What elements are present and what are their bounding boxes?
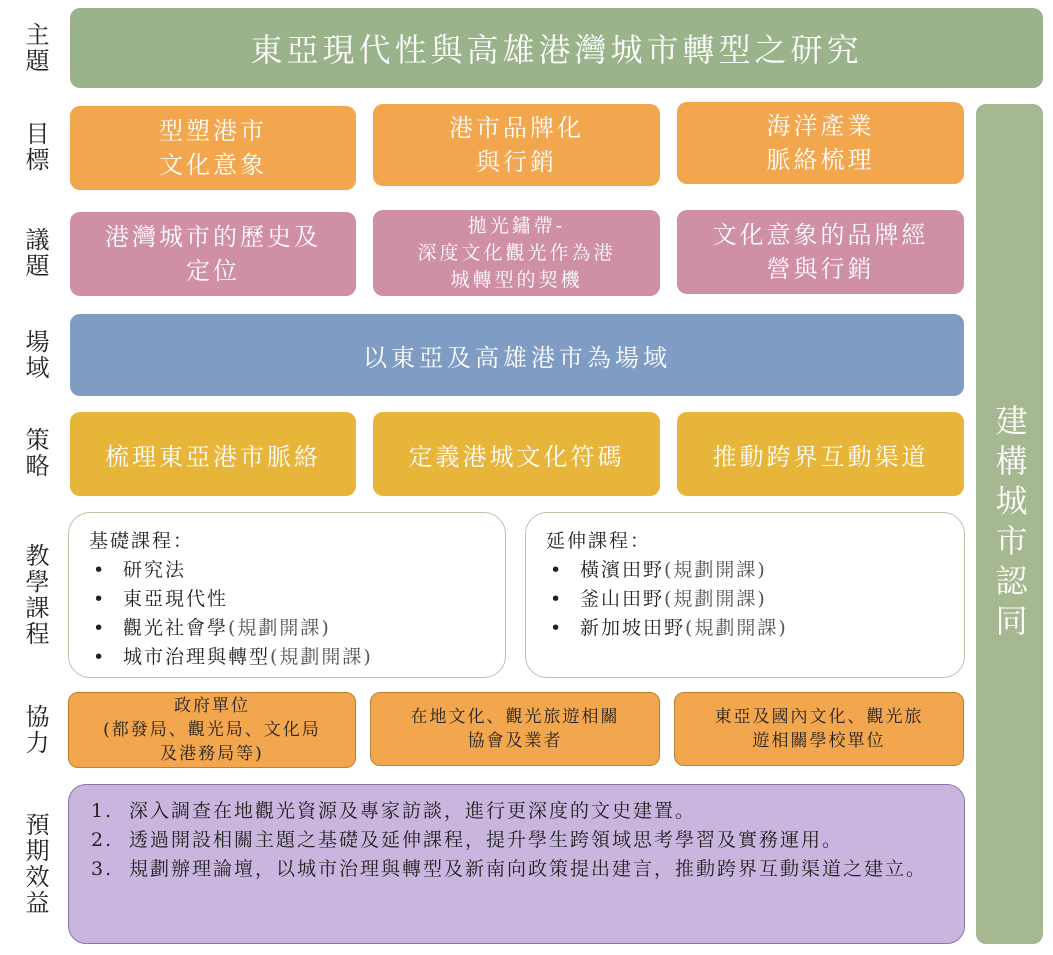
outcome-panel	[68, 784, 965, 944]
bullet: •	[93, 588, 107, 610]
bullet: •	[93, 646, 107, 668]
strategy-box: 推動跨界互動渠道	[677, 412, 964, 496]
course-item	[89, 614, 485, 643]
field-bar: 以東亞及高雄港市為場域	[70, 314, 964, 396]
course-note: (規劃開課)	[270, 646, 373, 668]
bullet: •	[550, 617, 564, 639]
row-label-issues: 議題	[21, 227, 49, 279]
course-note: (規劃開課)	[228, 617, 331, 639]
row-label-curriculum: 教學課程	[21, 543, 49, 647]
extended-course-list	[546, 556, 944, 643]
basic-course-panel	[68, 512, 506, 678]
outcome-item	[91, 826, 942, 855]
issue-box: 港灣城市的歷史及 定位	[70, 212, 356, 296]
strategy-box: 梳理東亞港市脈絡	[70, 412, 356, 496]
outcome-number: 1.	[91, 800, 114, 822]
course-item	[89, 643, 485, 672]
course-item	[546, 556, 944, 585]
cooperation-box: 東亞及國內文化、觀光旅 遊相關學校單位	[674, 692, 964, 766]
bullet: •	[550, 588, 564, 610]
cooperation-box: 在地文化、觀光旅遊相關 協會及業者	[370, 692, 660, 766]
row-label-outcomes: 預期效益	[21, 812, 49, 916]
course-note: (規劃開課)	[685, 617, 788, 639]
outcome-number: 3.	[91, 858, 114, 880]
course-name: 新加坡田野	[580, 617, 686, 639]
row-label-goals: 目標	[21, 121, 49, 173]
course-name: 城市治理與轉型	[123, 646, 271, 668]
goal-box: 型塑港市 文化意象	[70, 106, 356, 190]
row-label-theme: 主題	[21, 22, 49, 74]
goal-box: 港市品牌化 與行銷	[373, 104, 660, 186]
bullet: •	[550, 559, 564, 581]
bullet: •	[93, 559, 107, 581]
course-name: 釜山田野	[580, 588, 665, 610]
outcome-text: 透過開設相關主題之基礎及延伸課程，提升學生跨領域思考學習及實務運用。	[129, 829, 844, 851]
extended-course-panel	[525, 512, 965, 678]
outcome-item	[91, 855, 942, 884]
side-bar: 建構城市認同	[976, 104, 1043, 944]
course-name: 研究法	[123, 559, 187, 581]
basic-course-heading: 基礎課程：	[89, 530, 195, 552]
extended-course-heading: 延伸課程：	[546, 530, 652, 552]
row-label-cooperation: 協力	[21, 704, 49, 756]
basic-course-list	[89, 556, 485, 672]
course-name: 觀光社會學	[123, 617, 229, 639]
goal-box: 海洋產業 脈絡梳理	[677, 102, 964, 184]
row-label-field: 場域	[21, 329, 49, 381]
course-name: 東亞現代性	[123, 588, 229, 610]
outcome-number: 2.	[91, 829, 114, 851]
row-label-strategy: 策略	[21, 427, 49, 479]
course-item	[546, 585, 944, 614]
course-item	[89, 556, 485, 585]
issue-box: 拋光鏽帶- 深度文化觀光作為港 城轉型的契機	[373, 210, 660, 296]
course-name: 橫濱田野	[580, 559, 665, 581]
outcome-item	[91, 797, 942, 826]
strategy-box: 定義港城文化符碼	[373, 412, 660, 496]
course-item	[546, 614, 944, 643]
bullet: •	[93, 617, 107, 639]
issue-box: 文化意象的品牌經 營與行銷	[677, 210, 964, 294]
title-bar: 東亞現代性與高雄港灣城市轉型之研究	[70, 8, 1043, 88]
cooperation-box: 政府單位 (都發局、觀光局、文化局 及港務局等)	[68, 692, 356, 768]
course-item	[89, 585, 485, 614]
course-note: (規劃開課)	[664, 559, 767, 581]
outcome-text: 深入調查在地觀光資源及專家訪談，進行更深度的文史建置。	[129, 800, 697, 822]
outcome-text: 規劃辦理論壇，以城市治理與轉型及新南向政策提出建言，推動跨界互動渠道之建立。	[129, 858, 928, 880]
outcome-list	[91, 797, 942, 884]
course-note: (規劃開課)	[664, 588, 767, 610]
